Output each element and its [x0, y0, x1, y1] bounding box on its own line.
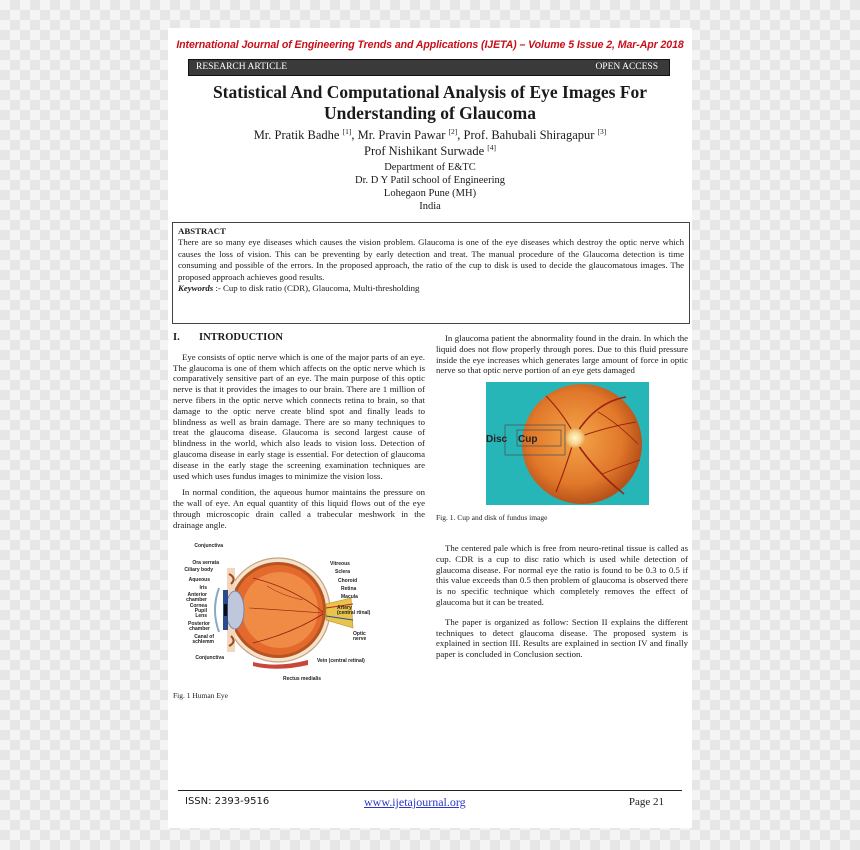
journal-header: International Journal of Engineering Trends and Applications (IJETA) – Volume 5 Issue 2, Mar-Apr 2018 — [176, 39, 684, 51]
affiliation-country: India — [419, 201, 441, 212]
author-2-ref: [2] — [448, 126, 458, 136]
right-paragraph-1: In glaucoma patient the abnormality found in the drain. In which the liquid does not flow properly through pores. Due to this fluid pressure inside the eye increases which generates large amount of force in optic nerve so that optic nerve portion of an eye gets damaged — [436, 333, 688, 376]
human-eye-figure — [183, 538, 371, 683]
abstract-text: There are so many eye diseases which causes the vision problem. Glaucoma is one of the eye diseases which destroy the optic nerve which causes the loss of vision. This can be preventing by early detection and treat. The manual procedure of the Glaucoma detection is time consuming and possible of the errors. In the proposed approach, the ratio of the cup to disk is used to decide the glaucomatous images. The proposed approach achieves good results. — [178, 237, 684, 282]
paper-title: Statistical And Computational Analysis of Eye Images For Understanding of Glaucoma — [212, 82, 648, 123]
label-ora-serrata: Ora serrata — [192, 559, 219, 566]
keywords-text: :- Cup to disk ratio (CDR), Glaucoma, Multi-thresholding — [213, 283, 420, 294]
label-optic-nerve: nerve — [353, 635, 367, 642]
affiliation-school: Dr. D Y Patil school of Engineering — [355, 175, 505, 186]
label-choroid: Choroid — [338, 577, 358, 584]
label-conjunctiva-top: Conjunctiva — [194, 542, 223, 549]
right-column — [436, 333, 688, 666]
label-posterior-chamber: chamber — [189, 625, 210, 632]
label-sclera: Sclera — [335, 568, 351, 575]
research-article-label: RESEARCH ARTICLE — [196, 62, 288, 72]
author-3-ref: [3] — [597, 126, 607, 136]
label-conjunctiva-bottom: Conjunctiva — [195, 654, 224, 661]
right-paragraph-2: The centered pale which is free from neuro-retinal tissue is called as cup. CDR is a cup to disc ratio which is used while detection of glaucoma disease. For normal eye the ratio is found to be 0.3 to 0.5 if this value exceeds than 0.5 then problem of glaucoma is observed there is no specific technique which completely removes the effect of glaucoma but it can be treated. — [436, 542, 688, 607]
right-paragraph-3: The paper is organized as follow: Section II explains the different techniques to detect glaucoma disease. The proposed system is explained in section III. Results are explained in section IV and finally paper is concluded in Conclusion section. — [436, 616, 688, 660]
disc-label: Disc — [486, 434, 508, 446]
section-heading — [173, 333, 425, 344]
label-macula: Macula — [341, 593, 358, 600]
label-canal: Canal of — [194, 633, 214, 640]
label-vitreous: Vitreous — [330, 560, 350, 567]
fig1-caption: Fig. 1 Human Eye — [173, 690, 228, 700]
label-optic: Optic — [353, 630, 366, 637]
affiliation-city: Lohegaon Pune (MH) — [383, 188, 477, 199]
label-rectus: Rectus medialis — [283, 675, 322, 682]
label-pupil: Pupil — [194, 607, 207, 614]
author-3: , Prof. Bahubali Shiragapur — [457, 128, 598, 142]
affiliation — [168, 161, 692, 213]
intro-paragraph-1: Eye consists of optic nerve which is one of the major parts of an eye. The glaucoma is one of them which affects on the optic nerve which is comparatively sensitive part of an eye. The main purpose of this optic nerve is that it provides the images to our brain. There are 1 million of nerve fibers in the optic nerve which connects retina to brain, so that damage to the optic nerve create blind spot and finally leads to blindness as well as brain damage. There are so many techniques to treat the glaucoma disease. Glaucoma is second largest cause of blindness in the world, which also leads to vision loss. Detection of glaucoma disease in early stage is essential. For detection of glaucoma disease in the early stage the screening examination techniques are used which uses fundus images to minimize the vision loss. — [173, 351, 425, 481]
left-column — [173, 333, 425, 711]
author-list — [168, 127, 692, 159]
label-vein: Vein (central retinal) — [317, 657, 365, 664]
author-1-ref: [1] — [342, 126, 352, 136]
label-ciliary-body: Ciliary body — [184, 566, 213, 573]
page-footer — [178, 790, 682, 811]
affiliation-dept: Department of E&TC — [384, 162, 476, 173]
author-4-ref: [4] — [487, 142, 496, 152]
label-iris: Iris — [199, 584, 207, 591]
article-banner — [188, 59, 670, 76]
label-aqueous: Aqueous — [188, 576, 210, 583]
intro-paragraph-2: In normal condition, the aqueous humor maintains the pressure on the wall of eye. An equal quantity of this liquid flows out of the eye through microscopic drain called a trabecular meshwork in the drainage angle. — [173, 487, 425, 530]
label-retina: Retina — [341, 585, 357, 592]
label-anterior-chamber: chamber — [186, 596, 207, 603]
label-canal-schlemm: schlemm — [192, 638, 214, 645]
label-cornea: Cornea — [189, 602, 207, 609]
paper-page — [168, 28, 692, 828]
footer-page-number: Page 21 — [628, 796, 664, 808]
footer-issn: ISSN: 2393-9516 — [185, 796, 270, 807]
label-posterior: Posterior — [188, 620, 210, 627]
author-line-2 — [168, 143, 692, 159]
open-access-label: OPEN ACCESS — [595, 62, 658, 72]
abstract-box — [172, 222, 690, 324]
author-line-1 — [168, 127, 692, 143]
footer-journal-link[interactable]: www.ijetajournal.org — [364, 795, 466, 809]
author-1: Mr. Pratik Badhe — [253, 128, 343, 142]
label-artery: Artery — [337, 604, 352, 611]
section-number: I. — [173, 332, 180, 343]
fundus-image-figure — [486, 382, 649, 505]
section-title: INTRODUCTION — [199, 332, 284, 343]
author-4: Prof Nishikant Surwade — [364, 144, 488, 158]
cup-label: Cup — [518, 434, 538, 446]
label-anterior: Anterior — [187, 591, 207, 598]
author-2: , Mr. Pravin Pawar — [351, 128, 449, 142]
fig2-caption: Fig. 1. Cup and disk of fundus image — [436, 513, 548, 523]
label-artery-central: (central rtinal) — [337, 609, 371, 616]
abstract-heading: ABSTRACT — [178, 226, 226, 236]
keywords-label: Keywords — [178, 283, 214, 294]
label-lens: Lens — [195, 612, 207, 619]
